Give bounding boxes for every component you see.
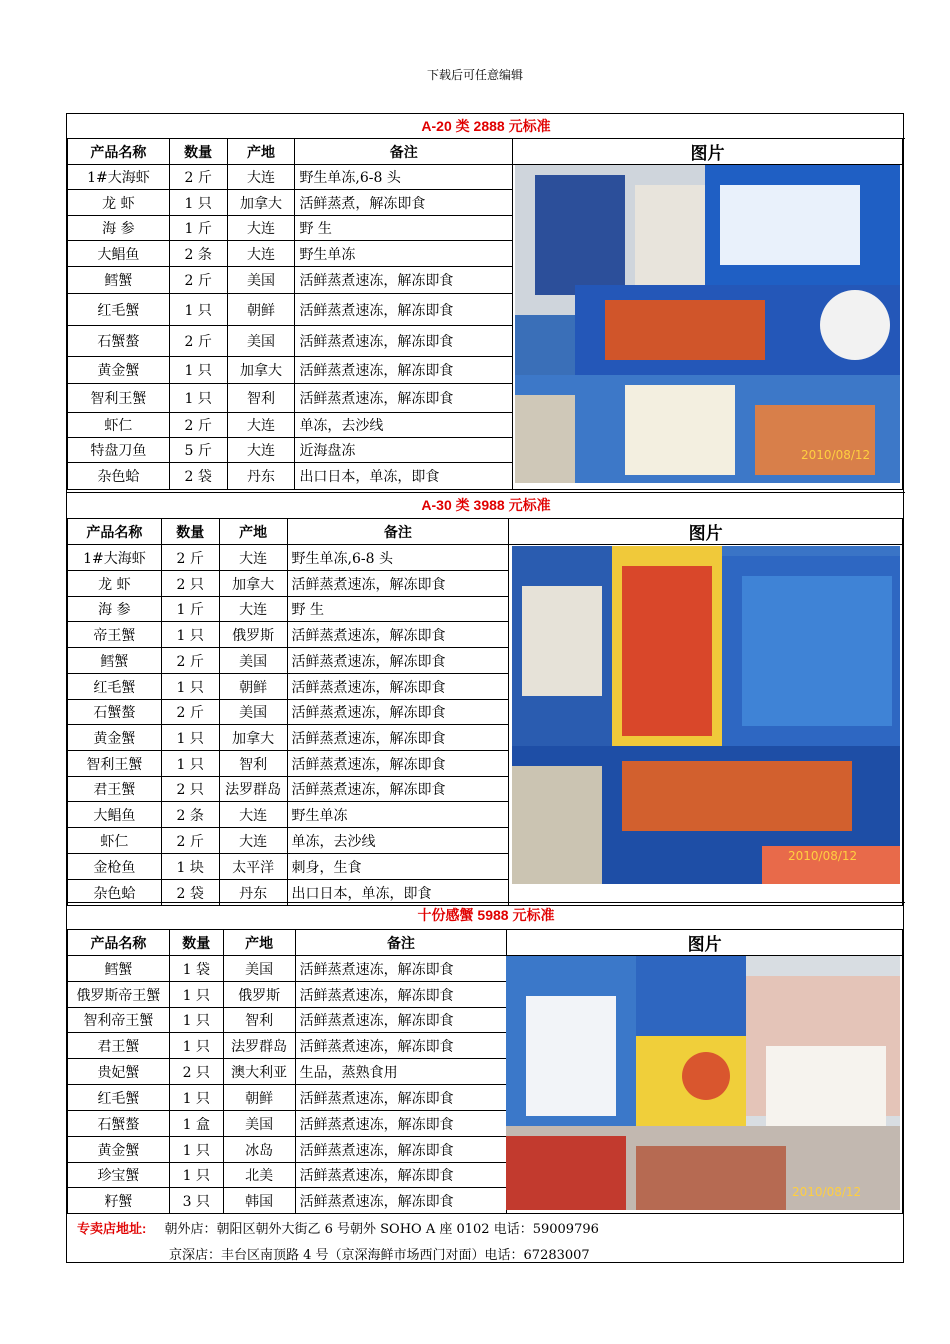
product-qty: 1 只 [169, 1008, 223, 1033]
product-origin: 大连 [227, 165, 295, 190]
col-header-name: 产品名称 [68, 519, 162, 545]
product-photo-a20 [515, 165, 900, 483]
product-origin: 俄罗斯 [223, 982, 295, 1008]
product-qty: 1 只 [169, 1163, 223, 1188]
product-name: 1#大海虾 [68, 545, 162, 571]
product-qty: 1 只 [161, 725, 219, 751]
product-name: 鳕蟹 [68, 648, 162, 674]
product-origin: 美国 [227, 267, 295, 294]
product-note: 活鲜蒸煮速冻，解冻即食 [287, 571, 509, 597]
product-origin: 澳大利亚 [223, 1059, 295, 1085]
col-header-qty: 数量 [169, 930, 223, 956]
product-origin: 大连 [219, 597, 287, 622]
product-origin: 加拿大 [227, 357, 295, 384]
photo-date-stamp: 2010/08/12 [801, 448, 871, 462]
col-header-photo: 图片 [509, 519, 903, 545]
product-note: 活鲜蒸煮速冻，解冻即食 [287, 777, 509, 802]
product-name: 海 参 [68, 597, 162, 622]
col-header-note: 备注 [295, 930, 507, 956]
product-name: 鳕蟹 [68, 267, 170, 294]
product-qty: 2 只 [161, 777, 219, 802]
product-photo-a30 [512, 546, 900, 884]
product-name: 龙 虾 [68, 190, 170, 216]
product-qty: 1 盒 [169, 1111, 223, 1137]
col-header-qty: 数量 [161, 519, 219, 545]
product-qty: 1 块 [161, 854, 219, 880]
product-name: 籽蟹 [68, 1188, 170, 1214]
col-header-origin: 产地 [227, 139, 295, 165]
product-note: 活鲜蒸煮速冻，解冻即食 [295, 1111, 507, 1137]
col-header-origin: 产地 [223, 930, 295, 956]
product-origin: 大连 [219, 802, 287, 828]
product-name: 黄金蟹 [68, 1137, 170, 1163]
product-origin: 智利 [223, 1008, 295, 1033]
product-origin: 美国 [227, 326, 295, 357]
product-qty: 1 斤 [161, 597, 219, 622]
product-name: 君王蟹 [68, 777, 162, 802]
product-note: 活鲜蒸煮速冻，解冻即食 [287, 751, 509, 777]
product-qty: 1 袋 [169, 956, 223, 982]
product-origin: 朝鲜 [227, 294, 295, 326]
product-name: 大鲳鱼 [68, 241, 170, 267]
product-name: 红毛蟹 [68, 1085, 170, 1111]
product-name: 黄金蟹 [68, 357, 170, 384]
product-qty: 1 斤 [169, 216, 227, 241]
product-origin: 朝鲜 [219, 674, 287, 700]
product-note: 野生单冻,6-8 头 [295, 165, 513, 190]
store-address-chaowai: 朝外店：朝阳区朝外大街乙 6 号朝外 SOHO A 座 0102 电话：59009796 [164, 1222, 599, 1237]
product-qty: 2 斤 [161, 828, 219, 854]
product-note: 出口日本，单冻，即食 [287, 880, 509, 906]
product-name: 君王蟹 [68, 1033, 170, 1059]
product-qty: 2 袋 [169, 463, 227, 490]
product-note: 活鲜蒸煮速冻，解冻即食 [295, 267, 513, 294]
col-header-name: 产品名称 [68, 930, 170, 956]
product-name: 鳕蟹 [68, 956, 170, 982]
product-name: 大鲳鱼 [68, 802, 162, 828]
product-origin: 智利 [219, 751, 287, 777]
product-note: 活鲜蒸煮速冻，解冻即食 [295, 1033, 507, 1059]
header-note: 下载后可任意编辑 [426, 68, 523, 82]
product-name: 红毛蟹 [68, 294, 170, 326]
product-origin: 大连 [219, 545, 287, 571]
product-note: 活鲜蒸煮速冻，解冻即食 [295, 1188, 507, 1214]
product-note: 活鲜蒸煮速冻，解冻即食 [287, 674, 509, 700]
product-note: 活鲜蒸煮速冻，解冻即食 [295, 1163, 507, 1188]
product-name: 智利王蟹 [68, 751, 162, 777]
product-qty: 2 斤 [169, 267, 227, 294]
product-note: 生品，蒸熟食用 [295, 1059, 507, 1085]
product-qty: 1 只 [161, 674, 219, 700]
product-note: 活鲜蒸煮速冻，解冻即食 [295, 1008, 507, 1033]
col-header-photo: 图片 [513, 139, 903, 165]
section-title-a20: A-20 类 2888 元标准 [421, 118, 551, 134]
product-qty: 2 斤 [169, 165, 227, 190]
product-origin: 丹东 [227, 463, 295, 490]
product-qty: 1 只 [169, 1137, 223, 1163]
product-qty: 1 只 [169, 190, 227, 216]
product-note: 活鲜蒸煮速冻，解冻即食 [295, 357, 513, 384]
product-origin: 法罗群岛 [223, 1033, 295, 1059]
product-note: 刺身，生食 [287, 854, 509, 880]
product-note: 活鲜蒸煮速冻，解冻即食 [295, 1085, 507, 1111]
product-origin: 大连 [219, 828, 287, 854]
product-name: 虾仁 [68, 413, 170, 438]
product-note: 活鲜蒸煮，解冻即食 [295, 190, 513, 216]
col-header-qty: 数量 [169, 139, 227, 165]
product-note: 单冻，去沙线 [287, 828, 509, 854]
product-name: 海 参 [68, 216, 170, 241]
product-origin: 太平洋 [219, 854, 287, 880]
section-title-a30: A-30 类 3988 元标准 [421, 497, 551, 513]
product-origin: 加拿大 [219, 725, 287, 751]
product-note: 活鲜蒸煮速冻，解冻即食 [295, 384, 513, 413]
product-origin: 大连 [227, 216, 295, 241]
store-address-label: 专卖店地址: [77, 1221, 147, 1236]
product-qty: 2 斤 [161, 545, 219, 571]
product-origin: 美国 [219, 700, 287, 725]
product-origin: 大连 [227, 241, 295, 267]
product-note: 野生单冻,6-8 头 [287, 545, 509, 571]
product-qty: 2 只 [169, 1059, 223, 1085]
product-qty: 5 斤 [169, 438, 227, 463]
product-origin: 俄罗斯 [219, 622, 287, 648]
table-header-row [68, 930, 903, 956]
product-note: 野 生 [295, 216, 513, 241]
store-address-line-1 [77, 1218, 599, 1237]
price-list-frame [66, 113, 904, 1263]
product-note: 野 生 [287, 597, 509, 622]
product-qty: 2 斤 [161, 700, 219, 725]
product-note: 野生单冻 [287, 802, 509, 828]
product-qty: 2 条 [161, 802, 219, 828]
product-origin: 美国 [223, 1111, 295, 1137]
product-origin: 加拿大 [219, 571, 287, 597]
store-address-jingshen: 京深店：丰台区南顶路 4 号（京深海鲜市场西门对面）电话：67283007 [169, 1248, 590, 1263]
product-qty: 2 袋 [161, 880, 219, 906]
table-header-row [68, 139, 903, 165]
product-origin: 美国 [219, 648, 287, 674]
product-qty: 2 斤 [161, 648, 219, 674]
product-note: 活鲜蒸煮速冻，解冻即食 [287, 622, 509, 648]
product-name: 虾仁 [68, 828, 162, 854]
section-title-crab: 十份感蟹 5988 元标准 [417, 907, 555, 923]
product-origin: 美国 [223, 956, 295, 982]
product-origin: 法罗群岛 [219, 777, 287, 802]
product-origin: 北美 [223, 1163, 295, 1188]
product-note: 活鲜蒸煮速冻，解冻即食 [287, 648, 509, 674]
product-name: 金枪鱼 [68, 854, 162, 880]
product-note: 活鲜蒸煮速冻，解冻即食 [287, 725, 509, 751]
product-origin: 朝鲜 [223, 1085, 295, 1111]
product-note: 出口日本，单冻，即食 [295, 463, 513, 490]
product-name: 俄罗斯帝王蟹 [68, 982, 170, 1008]
product-photo-crab [506, 956, 900, 1210]
product-name: 珍宝蟹 [68, 1163, 170, 1188]
product-qty: 3 只 [169, 1188, 223, 1214]
product-note: 活鲜蒸煮速冻，解冻即食 [287, 700, 509, 725]
product-name: 智利王蟹 [68, 384, 170, 413]
product-origin: 冰岛 [223, 1137, 295, 1163]
product-qty: 2 斤 [169, 326, 227, 357]
col-header-origin: 产地 [219, 519, 287, 545]
product-qty: 1 只 [161, 751, 219, 777]
product-qty: 1 只 [169, 384, 227, 413]
product-origin: 大连 [227, 438, 295, 463]
col-header-photo: 图片 [507, 930, 903, 956]
product-name: 贵妃蟹 [68, 1059, 170, 1085]
product-origin: 智利 [227, 384, 295, 413]
col-header-note: 备注 [295, 139, 513, 165]
product-note: 活鲜蒸煮速冻，解冻即食 [295, 326, 513, 357]
col-header-note: 备注 [287, 519, 509, 545]
product-qty: 2 只 [161, 571, 219, 597]
product-qty: 1 只 [169, 1085, 223, 1111]
product-qty: 2 条 [169, 241, 227, 267]
product-note: 单冻，去沙线 [295, 413, 513, 438]
product-qty: 1 只 [169, 294, 227, 326]
product-name: 智利帝王蟹 [68, 1008, 170, 1033]
product-note: 活鲜蒸煮速冻，解冻即食 [295, 1137, 507, 1163]
product-name: 帝王蟹 [68, 622, 162, 648]
product-note: 野生单冻 [295, 241, 513, 267]
photo-date-stamp: 2010/08/12 [792, 1185, 862, 1199]
product-name: 杂色蛤 [68, 463, 170, 490]
product-note: 活鲜蒸煮速冻，解冻即食 [295, 294, 513, 326]
product-origin: 大连 [227, 413, 295, 438]
product-name: 杂色蛤 [68, 880, 162, 906]
product-name: 特盘刀鱼 [68, 438, 170, 463]
product-origin: 韩国 [223, 1188, 295, 1214]
col-header-name: 产品名称 [68, 139, 170, 165]
product-qty: 1 只 [169, 357, 227, 384]
table-header-row [68, 519, 903, 545]
product-name: 石蟹螯 [68, 1111, 170, 1137]
product-origin: 丹东 [219, 880, 287, 906]
product-name: 龙 虾 [68, 571, 162, 597]
product-name: 1#大海虾 [68, 165, 170, 190]
product-name: 石蟹螯 [68, 326, 170, 357]
product-name: 黄金蟹 [68, 725, 162, 751]
product-note: 活鲜蒸煮速冻，解冻即食 [295, 956, 507, 982]
product-note: 活鲜蒸煮速冻，解冻即食 [295, 982, 507, 1008]
product-name: 红毛蟹 [68, 674, 162, 700]
product-name: 石蟹螯 [68, 700, 162, 725]
product-qty: 1 只 [169, 1033, 223, 1059]
product-note: 近海盘冻 [295, 438, 513, 463]
photo-date-stamp: 2010/08/12 [788, 849, 858, 863]
product-qty: 1 只 [169, 982, 223, 1008]
product-origin: 加拿大 [227, 190, 295, 216]
product-qty: 1 只 [161, 622, 219, 648]
product-qty: 2 斤 [169, 413, 227, 438]
